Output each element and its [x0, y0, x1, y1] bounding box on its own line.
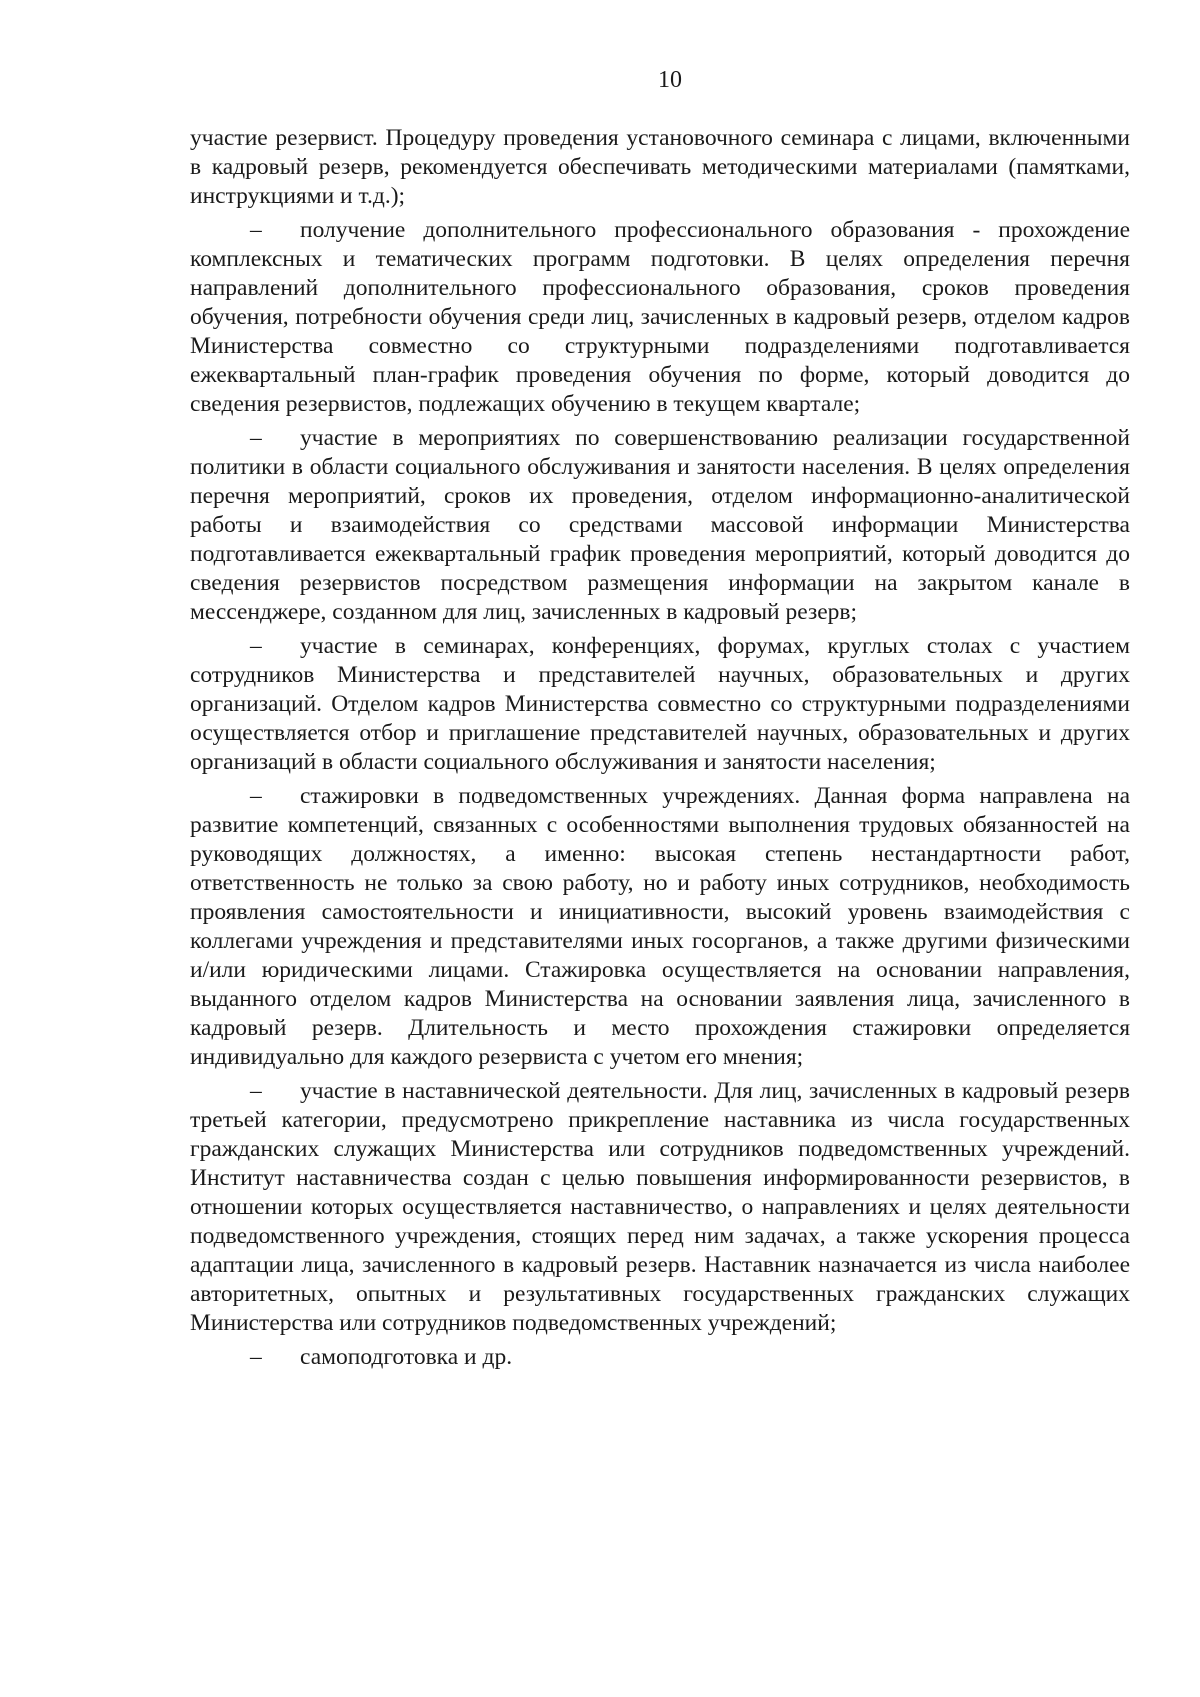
list-dash: –	[250, 1078, 262, 1104]
paragraph-text: участие резервист. Процедуру проведения установочного семинара с лицами, включенными в кадровый резерв, рекомендуется обеспечивать методическими материалами (памятками, инструкциями и т.д.);	[190, 125, 1130, 209]
list-item-self-study	[190, 1343, 1130, 1372]
list-item-seminars	[190, 632, 1130, 777]
list-item-events	[190, 424, 1130, 627]
list-dash: –	[250, 633, 262, 659]
list-item-internships	[190, 782, 1130, 1072]
list-dash: –	[250, 1344, 262, 1370]
paragraph-text: стажировки в подведомственных учреждениях. Данная форма направлена на развитие компетенций, связанных с особенностями выполнения трудовых обязанностей на руководящих должностях, а именно: высокая степень нестандартности работ, ответственность не только за свою работу, но и работу иных сотрудников, необходимость проявления самостоятельности и инициативности, высокий уровень взаимодействия с коллегами учреждения и представителями иных госорганов, а также другими физическими и/или юридическими лицами. Стажировка осуществляется на основании направления, выданного отделом кадров Министерства на основании заявления лица, зачисленного в кадровый резерв. Длительность и место прохождения стажировки определяется индивидуально для каждого резервиста с учетом его мнения;	[190, 783, 1130, 1070]
list-item-mentoring	[190, 1077, 1130, 1338]
paragraph-text: получение дополнительного профессионального образования - прохождение комплексных и тематических программ подготовки. В целях определения перечня направлений дополнительного профессионального образования, сроков проведения обучения, потребности обучения среди лиц, зачисленных в кадровый резерв, отделом кадров Министерства совместно со структурными подразделениями подготавливается ежеквартальный план-график проведения обучения по форме, который доводится до сведения резервистов, подлежащих обучению в текущем квартале;	[190, 217, 1130, 417]
list-dash: –	[250, 217, 262, 243]
list-item-education	[190, 216, 1130, 419]
paragraph-text: участие в семинарах, конференциях, форумах, круглых столах с участием сотрудников Министерства и представителей научных, образовательных и других организаций. Отделом кадров Министерства совместно со структурными подразделениями осуществляется отбор и приглашение представителей научных, образовательных и других организаций в области социального обслуживания и занятости населения;	[190, 633, 1130, 775]
paragraph-text: самоподготовка и др.	[300, 1344, 513, 1370]
paragraph-text: участие в наставнической деятельности. Для лиц, зачисленных в кадровый резерв третьей категории, предусмотрено прикрепление наставника из числа государственных гражданских служащих Министерства или сотрудников подведомственных учреждений. Институт наставничества создан с целью повышения информированности резервистов, в отношении которых осуществляется наставничество, о направлениях и целях деятельности подведомственного учреждения, стоящих перед ним задачах, а также ускорения процесса адаптации лица, зачисленного в кадровый резерв. Наставник назначается из числа наиболее авторитетных, опытных и результативных государственных гражданских служащих Министерства или сотрудников подведомственных учреждений;	[190, 1078, 1130, 1336]
paragraph-text: участие в мероприятиях по совершенствованию реализации государственной политики в области социального обслуживания и занятости населения. В целях определения перечня мероприятий, сроков их проведения, отделом информационно-аналитической работы и взаимодействия со средствами массовой информации Министерства подготавливается ежеквартальный график проведения мероприятий, который доводится до сведения резервистов посредством размещения информации на закрытом канале в мессенджере, созданном для лиц, зачисленных в кадровый резерв;	[190, 425, 1130, 625]
document-body	[190, 124, 1130, 1372]
page-number: 10	[658, 67, 682, 93]
list-dash: –	[250, 425, 262, 451]
list-dash: –	[250, 783, 262, 809]
paragraph-continuation	[190, 124, 1130, 211]
